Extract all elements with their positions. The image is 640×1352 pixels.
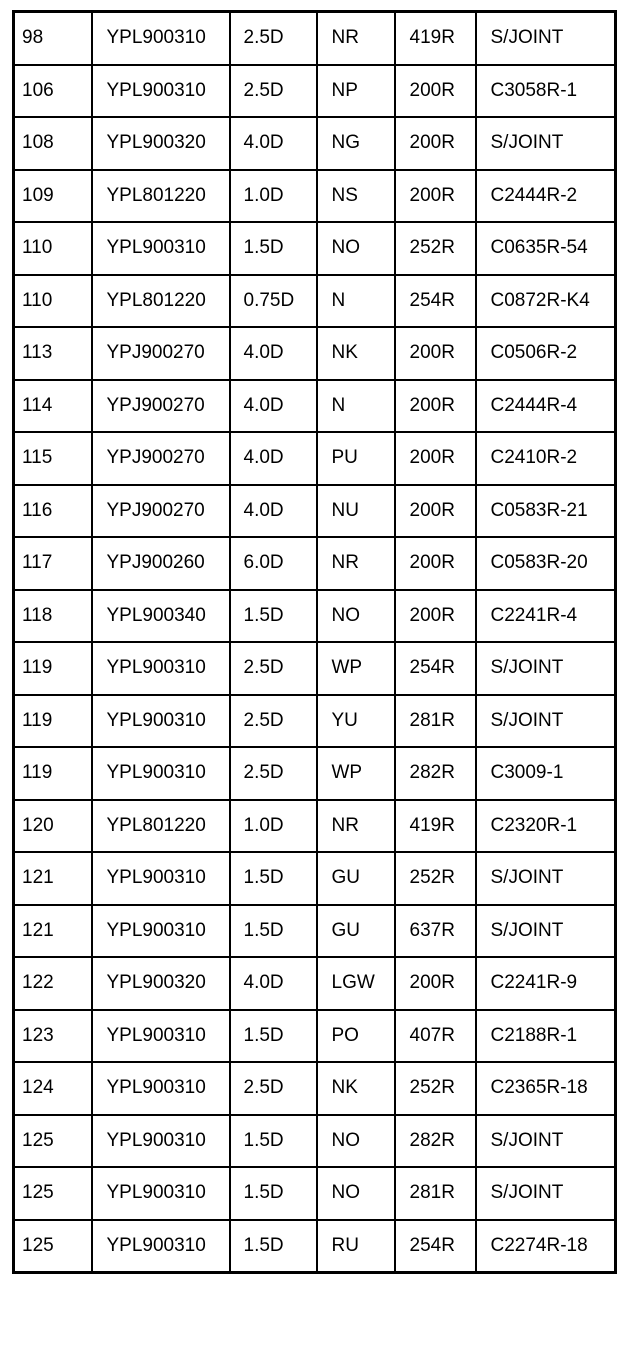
part-number-cell: YPJ900270 (92, 485, 230, 538)
item-number-cell: 113 (14, 327, 92, 380)
table-row (14, 1010, 616, 1063)
reference-cell: S/JOINT (476, 1115, 616, 1168)
radius-cell: 282R (395, 747, 476, 800)
reference-cell: C0583R-20 (476, 537, 616, 590)
size-cell: 1.5D (230, 222, 317, 275)
reference-cell: C2320R-1 (476, 800, 616, 853)
radius-cell: 282R (395, 1115, 476, 1168)
size-cell: 1.5D (230, 1220, 317, 1273)
item-number-cell: 109 (14, 170, 92, 223)
code-cell: N (317, 380, 395, 433)
reference-cell: C2410R-2 (476, 432, 616, 485)
table-row (14, 12, 616, 65)
size-cell: 0.75D (230, 275, 317, 328)
part-number-cell: YPL900310 (92, 12, 230, 65)
item-number-cell: 114 (14, 380, 92, 433)
table-body (14, 12, 616, 1273)
item-number-cell: 125 (14, 1115, 92, 1168)
reference-cell: C2444R-2 (476, 170, 616, 223)
code-cell: GU (317, 905, 395, 958)
code-cell: NK (317, 1062, 395, 1115)
size-cell: 1.5D (230, 905, 317, 958)
radius-cell: 252R (395, 222, 476, 275)
table-row (14, 432, 616, 485)
reference-cell: S/JOINT (476, 852, 616, 905)
item-number-cell: 121 (14, 905, 92, 958)
table-row (14, 275, 616, 328)
reference-cell: C2274R-18 (476, 1220, 616, 1273)
reference-cell: C2241R-4 (476, 590, 616, 643)
reference-cell: C2365R-18 (476, 1062, 616, 1115)
reference-cell: C3009-1 (476, 747, 616, 800)
code-cell: NK (317, 327, 395, 380)
code-cell: NO (317, 590, 395, 643)
reference-cell: C2444R-4 (476, 380, 616, 433)
part-number-cell: YPL900310 (92, 1220, 230, 1273)
code-cell: NU (317, 485, 395, 538)
reference-cell: S/JOINT (476, 695, 616, 748)
table-row (14, 590, 616, 643)
reference-cell: C2188R-1 (476, 1010, 616, 1063)
part-number-cell: YPL900310 (92, 642, 230, 695)
code-cell: WP (317, 642, 395, 695)
size-cell: 4.0D (230, 432, 317, 485)
table-row (14, 1167, 616, 1220)
code-cell: NO (317, 1167, 395, 1220)
code-cell: GU (317, 852, 395, 905)
table-row (14, 1115, 616, 1168)
part-number-cell: YPL900310 (92, 1167, 230, 1220)
code-cell: NP (317, 65, 395, 118)
code-cell: NR (317, 12, 395, 65)
item-number-cell: 110 (14, 222, 92, 275)
item-number-cell: 116 (14, 485, 92, 538)
parts-table (12, 10, 617, 1274)
item-number-cell: 110 (14, 275, 92, 328)
radius-cell: 419R (395, 12, 476, 65)
radius-cell: 254R (395, 642, 476, 695)
radius-cell: 200R (395, 170, 476, 223)
table-row (14, 65, 616, 118)
radius-cell: 200R (395, 432, 476, 485)
reference-cell: S/JOINT (476, 905, 616, 958)
code-cell: NO (317, 1115, 395, 1168)
size-cell: 4.0D (230, 380, 317, 433)
reference-cell: C0635R-54 (476, 222, 616, 275)
table-row (14, 642, 616, 695)
item-number-cell: 98 (14, 12, 92, 65)
code-cell: PO (317, 1010, 395, 1063)
size-cell: 2.5D (230, 1062, 317, 1115)
code-cell: PU (317, 432, 395, 485)
code-cell: RU (317, 1220, 395, 1273)
radius-cell: 637R (395, 905, 476, 958)
part-number-cell: YPL900310 (92, 905, 230, 958)
table-row (14, 905, 616, 958)
reference-cell: S/JOINT (476, 12, 616, 65)
radius-cell: 252R (395, 1062, 476, 1115)
radius-cell: 252R (395, 852, 476, 905)
table-row (14, 380, 616, 433)
radius-cell: 419R (395, 800, 476, 853)
reference-cell: S/JOINT (476, 642, 616, 695)
size-cell: 2.5D (230, 747, 317, 800)
reference-cell: C0506R-2 (476, 327, 616, 380)
code-cell: NG (317, 117, 395, 170)
part-number-cell: YPL900320 (92, 957, 230, 1010)
size-cell: 4.0D (230, 485, 317, 538)
reference-cell: S/JOINT (476, 117, 616, 170)
radius-cell: 281R (395, 1167, 476, 1220)
size-cell: 1.5D (230, 1010, 317, 1063)
item-number-cell: 119 (14, 642, 92, 695)
item-number-cell: 121 (14, 852, 92, 905)
radius-cell: 200R (395, 485, 476, 538)
part-number-cell: YPL900310 (92, 695, 230, 748)
table-row (14, 170, 616, 223)
radius-cell: 254R (395, 275, 476, 328)
size-cell: 4.0D (230, 117, 317, 170)
radius-cell: 281R (395, 695, 476, 748)
radius-cell: 200R (395, 957, 476, 1010)
code-cell: N (317, 275, 395, 328)
code-cell: WP (317, 747, 395, 800)
radius-cell: 200R (395, 380, 476, 433)
size-cell: 6.0D (230, 537, 317, 590)
reference-cell: C0583R-21 (476, 485, 616, 538)
part-number-cell: YPJ900270 (92, 380, 230, 433)
radius-cell: 200R (395, 537, 476, 590)
radius-cell: 200R (395, 117, 476, 170)
item-number-cell: 106 (14, 65, 92, 118)
table-row (14, 327, 616, 380)
size-cell: 2.5D (230, 12, 317, 65)
reference-cell: C0872R-K4 (476, 275, 616, 328)
table-row (14, 747, 616, 800)
size-cell: 1.5D (230, 852, 317, 905)
reference-cell: C2241R-9 (476, 957, 616, 1010)
item-number-cell: 125 (14, 1220, 92, 1273)
size-cell: 4.0D (230, 957, 317, 1010)
size-cell: 2.5D (230, 642, 317, 695)
table-row (14, 852, 616, 905)
item-number-cell: 115 (14, 432, 92, 485)
size-cell: 1.5D (230, 1167, 317, 1220)
size-cell: 4.0D (230, 327, 317, 380)
table-row (14, 1062, 616, 1115)
part-number-cell: YPL900340 (92, 590, 230, 643)
size-cell: 1.5D (230, 590, 317, 643)
code-cell: NR (317, 537, 395, 590)
item-number-cell: 124 (14, 1062, 92, 1115)
part-number-cell: YPL900310 (92, 1010, 230, 1063)
part-number-cell: YPL900320 (92, 117, 230, 170)
radius-cell: 200R (395, 327, 476, 380)
part-number-cell: YPJ900270 (92, 327, 230, 380)
part-number-cell: YPL900310 (92, 1115, 230, 1168)
radius-cell: 200R (395, 590, 476, 643)
item-number-cell: 119 (14, 747, 92, 800)
part-number-cell: YPL801220 (92, 800, 230, 853)
radius-cell: 254R (395, 1220, 476, 1273)
radius-cell: 200R (395, 65, 476, 118)
size-cell: 1.5D (230, 1115, 317, 1168)
part-number-cell: YPJ900260 (92, 537, 230, 590)
part-number-cell: YPL900310 (92, 852, 230, 905)
code-cell: NR (317, 800, 395, 853)
size-cell: 1.0D (230, 170, 317, 223)
table-row (14, 485, 616, 538)
part-number-cell: YPJ900270 (92, 432, 230, 485)
code-cell: NO (317, 222, 395, 275)
table-row (14, 222, 616, 275)
item-number-cell: 125 (14, 1167, 92, 1220)
part-number-cell: YPL900310 (92, 65, 230, 118)
table-row (14, 695, 616, 748)
reference-cell: C3058R-1 (476, 65, 616, 118)
part-number-cell: YPL900310 (92, 1062, 230, 1115)
radius-cell: 407R (395, 1010, 476, 1063)
code-cell: YU (317, 695, 395, 748)
item-number-cell: 119 (14, 695, 92, 748)
item-number-cell: 118 (14, 590, 92, 643)
table-row (14, 957, 616, 1010)
part-number-cell: YPL900310 (92, 222, 230, 275)
item-number-cell: 122 (14, 957, 92, 1010)
item-number-cell: 117 (14, 537, 92, 590)
reference-cell: S/JOINT (476, 1167, 616, 1220)
table-row (14, 1220, 616, 1273)
size-cell: 2.5D (230, 65, 317, 118)
table-container (12, 10, 614, 1274)
part-number-cell: YPL900310 (92, 747, 230, 800)
part-number-cell: YPL801220 (92, 170, 230, 223)
part-number-cell: YPL801220 (92, 275, 230, 328)
item-number-cell: 123 (14, 1010, 92, 1063)
code-cell: NS (317, 170, 395, 223)
size-cell: 1.0D (230, 800, 317, 853)
code-cell: LGW (317, 957, 395, 1010)
size-cell: 2.5D (230, 695, 317, 748)
table-row (14, 117, 616, 170)
table-row (14, 800, 616, 853)
item-number-cell: 120 (14, 800, 92, 853)
table-row (14, 537, 616, 590)
item-number-cell: 108 (14, 117, 92, 170)
